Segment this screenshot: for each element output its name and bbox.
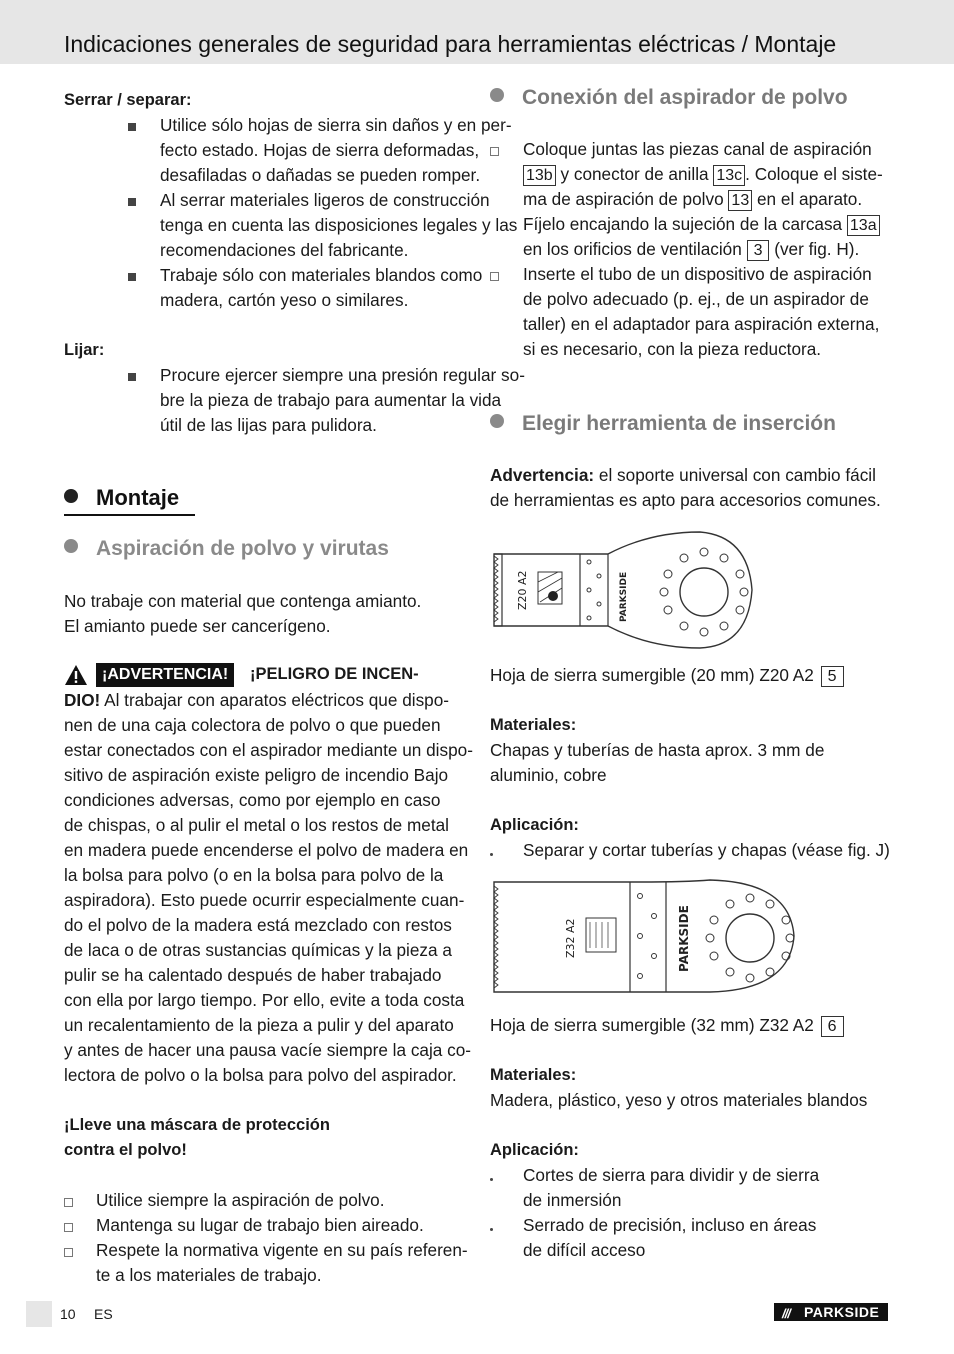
warning-triangle-icon bbox=[64, 664, 88, 686]
blade-2-aplicacion-heading: Aplicación: bbox=[490, 1141, 579, 1159]
blade-1-code: Z20 A2 bbox=[516, 570, 529, 610]
warning-line: nen de una caja colectora de polvo o que pueden bbox=[64, 715, 441, 735]
square-bullet-icon bbox=[128, 188, 136, 213]
blade-z20-illustration bbox=[490, 530, 900, 652]
checkbox-bullet-icon bbox=[64, 1238, 73, 1264]
section-bullet-icon bbox=[490, 88, 504, 102]
list-item-text: te a los materiales de trabajo. bbox=[96, 1265, 322, 1285]
blade-2-brand: PARKSIDE bbox=[677, 905, 691, 972]
advertencia-line-1: Advertencia: el soporte universal con cambio fácil bbox=[490, 465, 876, 485]
montaje-heading: Montaje bbox=[64, 484, 179, 512]
footer-page-marker bbox=[26, 1301, 52, 1327]
blade-1-label: Hoja de sierra sumergible (20 mm) Z20 A2 5 bbox=[490, 663, 844, 688]
list-item-text: recomendaciones del fabricante. bbox=[160, 240, 409, 260]
blade-1-materiales-heading: Materiales: bbox=[490, 716, 577, 734]
ref-13a: 13a bbox=[847, 215, 880, 236]
list-item-text: Inserte el tubo de un dispositivo de aspiración bbox=[523, 264, 872, 284]
dot-bullet-icon bbox=[490, 1213, 493, 1238]
language-code: ES bbox=[94, 1306, 113, 1322]
aspiracion-heading: Aspiración de polvo y virutas bbox=[64, 535, 389, 563]
advertencia-line-2: de herramientas es apto para accesorios comunes. bbox=[490, 490, 881, 510]
section-bullet-icon bbox=[64, 539, 78, 553]
square-bullet-icon bbox=[128, 363, 136, 388]
list-item-text: de polvo adecuado (p. ej., de un aspirador de bbox=[523, 289, 869, 309]
checkbox-bullet-icon bbox=[64, 1188, 73, 1214]
list-item-text: tenga en cuenta las disposiciones legales y las bbox=[160, 215, 518, 235]
list-item-text: Serrado de precisión, incluso en áreas bbox=[523, 1215, 817, 1235]
montaje-underline bbox=[64, 514, 195, 516]
ref-3: 3 bbox=[747, 240, 770, 261]
list-item-text: fecto estado. Hojas de sierra deformadas, bbox=[160, 140, 480, 160]
checkbox-bullet-icon bbox=[490, 147, 499, 156]
list-item-text: desafiladas o dañadas se pueden romper. bbox=[160, 165, 481, 185]
warning-line: condiciones adversas, como por ejemplo en caso bbox=[64, 790, 441, 810]
warning-line: con ella por largo tiempo. Por ello, evite a toda costa bbox=[64, 990, 465, 1010]
page-number: 10 bbox=[60, 1306, 76, 1322]
list-item-text: Utilice sólo hojas de sierra sin daños y en per- bbox=[160, 115, 512, 135]
blade-1-brand: PARKSIDE bbox=[619, 571, 629, 622]
list-item-text: de difícil acceso bbox=[523, 1240, 646, 1260]
conexion-heading: Conexión del aspirador de polvo bbox=[490, 84, 848, 112]
list-item-text: Cortes de sierra para dividir y de sierra bbox=[523, 1165, 820, 1185]
dot-bullet-icon bbox=[490, 838, 493, 863]
amianto-line-1: No trabaje con material que contenga amianto. bbox=[64, 591, 422, 611]
lijar-heading: Lijar: bbox=[64, 341, 105, 359]
blade-2-materiales-heading: Materiales: bbox=[490, 1066, 577, 1084]
ref-13c: 13c bbox=[713, 165, 745, 186]
ref-13b: 13b bbox=[523, 165, 556, 186]
list-item-text: Procure ejercer siempre una presión regular so- bbox=[160, 365, 525, 385]
logo-stripes-icon: /// bbox=[782, 1306, 790, 1321]
square-bullet-icon bbox=[128, 263, 136, 288]
brand-logo: /// PARKSIDE bbox=[774, 1303, 888, 1321]
blade-2-label: Hoja de sierra sumergible (32 mm) Z32 A2 6 bbox=[490, 1013, 844, 1038]
ref-5: 5 bbox=[821, 666, 844, 687]
elegir-heading: Elegir herramienta de inserción bbox=[490, 410, 836, 438]
blade-1-aplicacion-heading: Aplicación: bbox=[490, 816, 579, 834]
section-bullet-icon bbox=[64, 489, 78, 503]
mascara-line-2: contra el polvo! bbox=[64, 1141, 187, 1159]
page-title: Indicaciones generales de seguridad para herramientas eléctricas / Montaje bbox=[64, 31, 837, 57]
warning-line: la bolsa para polvo (o en la bolsa para polvo de la bbox=[64, 865, 444, 885]
warning-line: de laca o de otras sustancias químicas y la pieza a bbox=[64, 940, 452, 960]
amianto-line-2: El amianto puede ser cancerígeno. bbox=[64, 616, 331, 636]
list-item-text: Trabaje sólo con materiales blandos como bbox=[160, 265, 483, 285]
list-item-text: Mantenga su lugar de trabajo bien aireado. bbox=[96, 1215, 424, 1235]
blade-1-materiales-line-2: aluminio, cobre bbox=[490, 765, 607, 785]
list-item-text: madera, cartón yeso o similares. bbox=[160, 290, 409, 310]
warning-line: de chispas, o al pulir el metal o los restos de metal bbox=[64, 815, 449, 835]
warning-line: do el polvo de la madera está mezclado con restos bbox=[64, 915, 452, 935]
checkbox-bullet-icon bbox=[490, 262, 499, 288]
warning-lead: ¡PELIGRO DE INCEN- bbox=[250, 665, 419, 683]
blade-2-materiales-line-1: Madera, plástico, yeso y otros materiales blandos bbox=[490, 1090, 868, 1110]
ref-13: 13 bbox=[728, 190, 752, 211]
ref-6: 6 bbox=[821, 1016, 844, 1037]
warning-first-line: DIO! Al trabajar con aparatos eléctricos que dispo- bbox=[64, 690, 450, 710]
warning-line: un recalentamiento de la pieza a pulir y del aparato bbox=[64, 1015, 454, 1035]
list-item-text: bre la pieza de trabajo para aumentar la vida bbox=[160, 390, 502, 410]
warning-line: sitivo de aspiración existe peligro de incendio Bajo bbox=[64, 765, 449, 785]
dot-bullet-icon bbox=[490, 1163, 493, 1188]
mascara-line-1: ¡Lleve una máscara de protección bbox=[64, 1116, 330, 1134]
list-item-text: Separar y cortar tuberías y chapas (véase fig. J) bbox=[523, 840, 890, 860]
checkbox-bullet-icon bbox=[64, 1213, 73, 1239]
warning-line: en madera puede encenderse el polvo de madera en bbox=[64, 840, 469, 860]
section-bullet-icon bbox=[490, 414, 504, 428]
warning-line: y antes de hacer una pausa vacíe siempre la caja co- bbox=[64, 1040, 472, 1060]
list-item-text: de inmersión bbox=[523, 1190, 622, 1210]
blade-2-code: Z32 A2 bbox=[564, 918, 577, 958]
warning-line: aspiradora). Esto puede ocurrir especialmente cuan- bbox=[64, 890, 465, 910]
list-item-text: Respete la normativa vigente en su país referen- bbox=[96, 1240, 468, 1260]
warning-line: pulir se ha calentado después de haber trabajado bbox=[64, 965, 442, 985]
serrar-heading: Serrar / separar: bbox=[64, 91, 192, 109]
warning-line: lectora de polvo o la bolsa para polvo del aspirador. bbox=[64, 1065, 457, 1085]
square-bullet-icon bbox=[128, 113, 136, 138]
list-item-text: útil de las lijas para pulidora. bbox=[160, 415, 377, 435]
blade-1-materiales-line-1: Chapas y tuberías de hasta aprox. 3 mm de bbox=[490, 740, 825, 760]
warning-badge: ¡ADVERTENCIA! bbox=[96, 663, 234, 687]
list-item-text: Al serrar materiales ligeros de construcción bbox=[160, 190, 490, 210]
fire-warning bbox=[64, 662, 464, 688]
list-item-text: Utilice siempre la aspiración de polvo. bbox=[96, 1190, 385, 1210]
list-item-text: si es necesario, con la pieza reductora. bbox=[523, 339, 822, 359]
blade-z32-illustration bbox=[490, 878, 900, 998]
warning-line: estar conectados con el aspirador mediante un dispo- bbox=[64, 740, 473, 760]
list-item-text: taller) en el adaptador para aspiración externa, bbox=[523, 314, 880, 334]
